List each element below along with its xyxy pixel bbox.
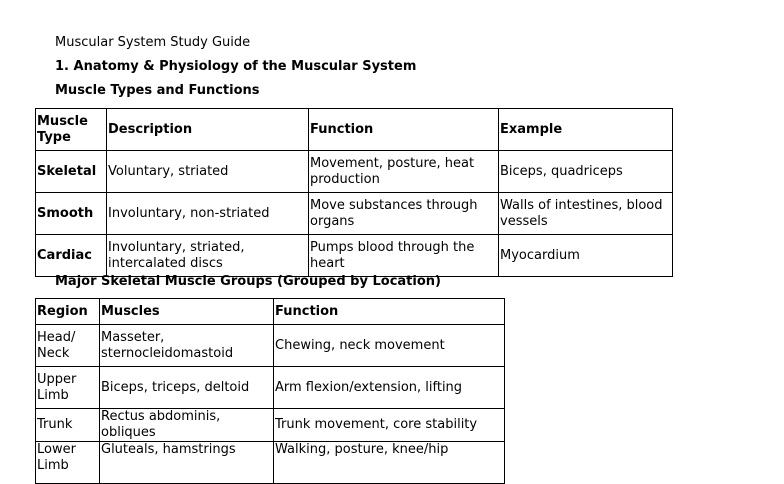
column-header: Function	[309, 109, 499, 151]
table-cell: Biceps, triceps, deltoid	[100, 367, 274, 409]
table-row	[36, 325, 505, 367]
muscle-groups-heading: Major Skeletal Muscle Groups (Grouped by Location)	[55, 274, 441, 289]
table-cell: Head/ Neck	[36, 325, 100, 367]
table-cell: Pumps blood through the heart	[309, 235, 499, 277]
table-cell: Rectus abdominis, obliques	[100, 409, 274, 442]
section-heading: 1. Anatomy & Physiology of the Muscular System	[55, 59, 417, 74]
column-header: Example	[499, 109, 673, 151]
table-cell: Move substances through organs	[309, 193, 499, 235]
table-row	[36, 409, 505, 442]
table-row	[36, 235, 673, 277]
table-cell: Cardiac	[36, 235, 107, 277]
table-header-row	[36, 109, 673, 151]
table-cell: Lower Limb	[36, 442, 100, 484]
column-header: Description	[107, 109, 309, 151]
table-row	[36, 367, 505, 409]
table-cell: Gluteals, hamstrings	[100, 442, 274, 484]
table-row	[36, 151, 673, 193]
table-cell: Walls of intestines, blood vessels	[499, 193, 673, 235]
table-cell: Chewing, neck movement	[274, 325, 505, 367]
column-header: Region	[36, 299, 100, 325]
column-header: Function	[274, 299, 505, 325]
column-header: Muscles	[100, 299, 274, 325]
table-cell: Trunk	[36, 409, 100, 442]
table-cell: Involuntary, non-striated	[107, 193, 309, 235]
table-cell: Smooth	[36, 193, 107, 235]
table-row	[36, 193, 673, 235]
table-cell: Skeletal	[36, 151, 107, 193]
muscle-groups-table	[35, 298, 505, 484]
table-cell: Voluntary, striated	[107, 151, 309, 193]
table-cell: Walking, posture, knee/hip	[274, 442, 505, 484]
table-cell: Upper Limb	[36, 367, 100, 409]
document-title: Muscular System Study Guide	[55, 35, 251, 50]
table-cell: Arm flexion/extension, lifting	[274, 367, 505, 409]
table-cell: Biceps, quadriceps	[499, 151, 673, 193]
muscle-types-table	[35, 108, 673, 277]
table-row	[36, 442, 505, 484]
muscle-types-heading: Muscle Types and Functions	[55, 83, 260, 98]
table-cell: Movement, posture, heat production	[309, 151, 499, 193]
table-cell: Trunk movement, core stability	[274, 409, 505, 442]
column-header: Muscle Type	[36, 109, 107, 151]
table-cell: Masseter, sternocleidomastoid	[100, 325, 274, 367]
table-header-row	[36, 299, 505, 325]
table-cell: Involuntary, striated, intercalated discs	[107, 235, 309, 277]
table-cell: Myocardium	[499, 235, 673, 277]
